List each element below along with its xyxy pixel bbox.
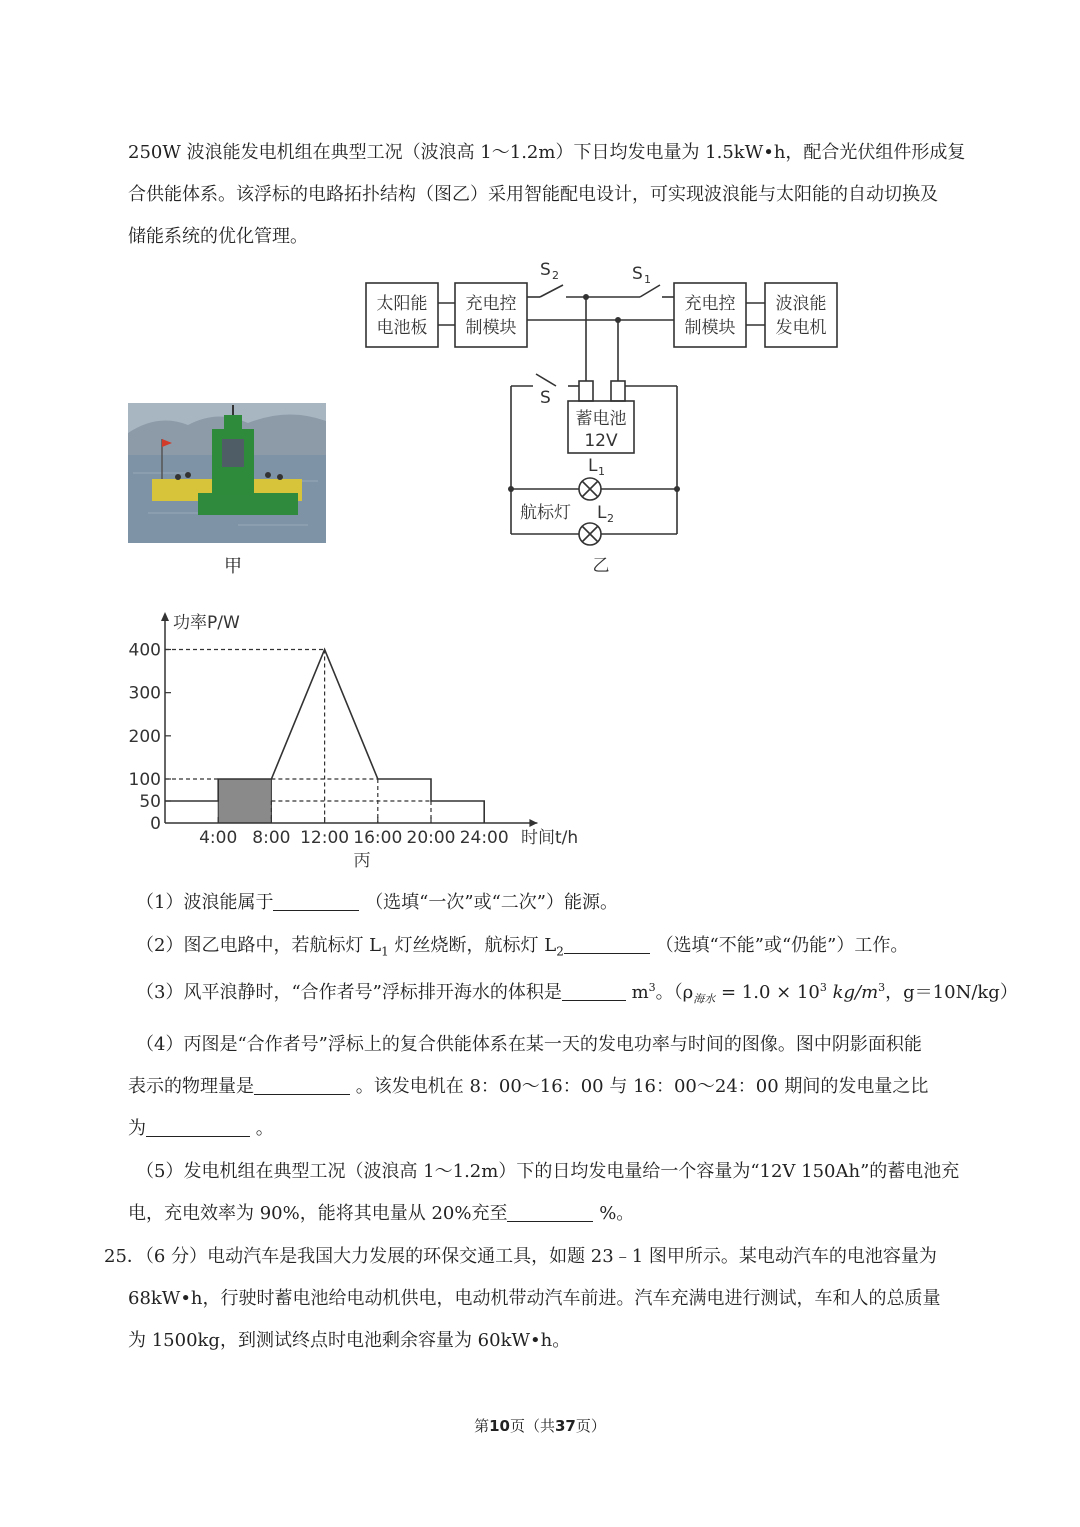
- page-footer: [0, 1415, 1080, 1436]
- q2: [136, 931, 908, 959]
- q4-blank-1[interactable]: [254, 1076, 350, 1095]
- y-axis-label: 功率P/W: [173, 613, 240, 633]
- charge-controller-right-label-2: 制模块: [684, 318, 736, 338]
- x-axis-label: 时间t/h: [521, 828, 579, 848]
- y-tick-label-0: 0: [150, 814, 161, 834]
- q2-sub-1: 1: [381, 944, 389, 959]
- q2-sub-2: 2: [556, 944, 564, 959]
- q5-text-a: 电，充电效率为 90%，能将其电量从 20%充至: [128, 1203, 508, 1224]
- y-tick-label-300: 300: [128, 683, 161, 704]
- q2-blank[interactable]: [564, 935, 650, 954]
- q4-text-a: 表示的物理量是: [128, 1076, 254, 1097]
- x-tick-label-4: 4:00: [199, 828, 238, 848]
- q3-text-f: ，g＝10N/kg）: [885, 982, 1018, 1003]
- footer-total-pages: 37: [555, 1417, 576, 1435]
- x-tick-label-20: 20:00: [406, 828, 456, 848]
- switch-s-label: S: [540, 388, 551, 408]
- lamp-l2-name: 航标灯: [520, 503, 571, 523]
- q4-line-1: （4）丙图是“合作者号”浮标上的复合供能体系在某一天的发电功率与时间的图像。图中阴影面积能: [136, 1034, 922, 1055]
- q25-line-3: 为 1500kg，到测试终点时电池剩余容量为 60kW•h。: [128, 1330, 571, 1351]
- q4-blank-2[interactable]: [146, 1118, 250, 1137]
- y-tick-label-50: 50: [139, 792, 161, 812]
- q2-text-b: 灯丝烧断，航标灯 L: [388, 935, 557, 956]
- battery-label-1: 蓄电池: [575, 409, 627, 429]
- wave-generator-label-1: 波浪能: [775, 294, 827, 314]
- q3-blank[interactable]: [562, 982, 626, 1001]
- intro-line-3: 储能系统的优化管理。: [128, 226, 308, 247]
- lamp-l2-label: L: [597, 503, 607, 523]
- q1: [136, 888, 618, 914]
- x-tick-label-24: 24:00: [459, 828, 509, 848]
- switch-s2-sub: 2: [552, 269, 559, 282]
- q4-text-d: 。: [255, 1118, 274, 1139]
- q3-text-a: （3）风平浪静时，“合作者号”浮标排开海水的体积是: [136, 982, 562, 1003]
- battery-label-2: 12V: [584, 431, 618, 451]
- switch-s1-label: S: [632, 264, 643, 284]
- q1-blank[interactable]: [273, 892, 359, 911]
- q5-blank[interactable]: [507, 1203, 593, 1222]
- shaded-area: [218, 779, 271, 823]
- q25-line-2: 68kW•h，行驶时蓄电池给电动机供电，电动机带动汽车前进。汽车充满电进行测试，车和人的总质量: [128, 1288, 941, 1309]
- x-tick-label-8: 8:00: [252, 828, 291, 848]
- q1-text-a: （1）波浪能属于: [136, 892, 274, 913]
- q3: [136, 978, 1018, 1007]
- y-tick-label-400: 400: [128, 640, 161, 661]
- q5-text-b: %。: [599, 1203, 635, 1224]
- q4-line-2: [128, 1072, 928, 1098]
- q3-sup3: 3: [878, 981, 886, 994]
- footer-text-b: 页（共: [509, 1417, 555, 1435]
- circuit-caption: 乙: [592, 556, 610, 576]
- intro-line-1: 250W 波浪能发电机组在典型工况（波浪高 1～1.2m）下日均发电量为 1.5kW•h，配合光伏组件形成复: [128, 142, 966, 163]
- q3-sup: 3: [648, 981, 656, 994]
- x-tick-label-12: 12:00: [300, 828, 350, 848]
- intro-line-2: 合供能体系。该浮标的电路拓扑结构（图乙）采用智能配电设计，可实现波浪能与太阳能的自动切换及: [128, 184, 938, 205]
- charge-controller-left-label-1: 充电控: [465, 294, 517, 314]
- footer-text-c: 页）: [575, 1417, 606, 1435]
- q1-text-b: （选填“一次”或“二次”）能源。: [365, 892, 618, 913]
- chart-caption: 丙: [353, 851, 371, 871]
- solar-panel-label-2: 电池板: [376, 318, 428, 338]
- q25-line-1: 25．（6 分）电动汽车是我国大力发展的环保交通工具，如题 23﹣1 图甲所示。某电动汽车的电池容量为: [104, 1246, 937, 1267]
- solar-panel-label-1: 太阳能: [376, 294, 428, 314]
- charge-controller-left-label-2: 制模块: [465, 318, 517, 338]
- q5-line-2: [128, 1199, 634, 1225]
- footer-page-number: 10: [489, 1417, 510, 1435]
- y-tick-label-100: 100: [128, 770, 161, 790]
- q3-text-d: = 1.0 × 10: [715, 982, 820, 1003]
- x-tick-label-16: 16:00: [353, 828, 403, 848]
- switch-s2-label: S: [540, 260, 551, 280]
- lamp-l2-sub: 2: [607, 512, 614, 525]
- q3-text-e: kg/m: [826, 982, 879, 1003]
- footer-text-a: 第: [474, 1417, 490, 1435]
- q2-text-a: （2）图乙电路中，若航标灯 L: [136, 935, 382, 956]
- q3-sup2: 3: [819, 981, 827, 994]
- q4-text-c: 为: [128, 1118, 146, 1139]
- wave-generator-label-2: 发电机: [775, 318, 827, 338]
- charge-controller-right-label-1: 充电控: [684, 294, 736, 314]
- q3-sub: 海水: [693, 992, 716, 1006]
- q4-line-3: [128, 1114, 274, 1140]
- q3-text-c: 。（ρ: [655, 982, 694, 1003]
- q2-text-c: （选填“不能”或“仍能”）工作。: [655, 935, 909, 956]
- lamp-l1-label: L: [588, 456, 598, 476]
- y-tick-label-200: 200: [128, 726, 161, 747]
- x-axis-arrow: [529, 819, 537, 827]
- lamp-l1-sub: 1: [598, 465, 605, 478]
- y-axis-arrow: [161, 612, 169, 621]
- q4-text-b: 。该发电机在 8：00～16：00 与 16：00～24：00 期间的发电量之比: [355, 1076, 929, 1097]
- switch-s1-sub: 1: [644, 273, 651, 286]
- photo-caption: 甲: [224, 556, 242, 577]
- q5-line-1: （5）发电机组在典型工况（波浪高 1～1.2m）下的日均发电量给一个容量为“12V 150Ah”的蓄电池充: [136, 1161, 960, 1182]
- q3-text-b: m: [631, 982, 649, 1003]
